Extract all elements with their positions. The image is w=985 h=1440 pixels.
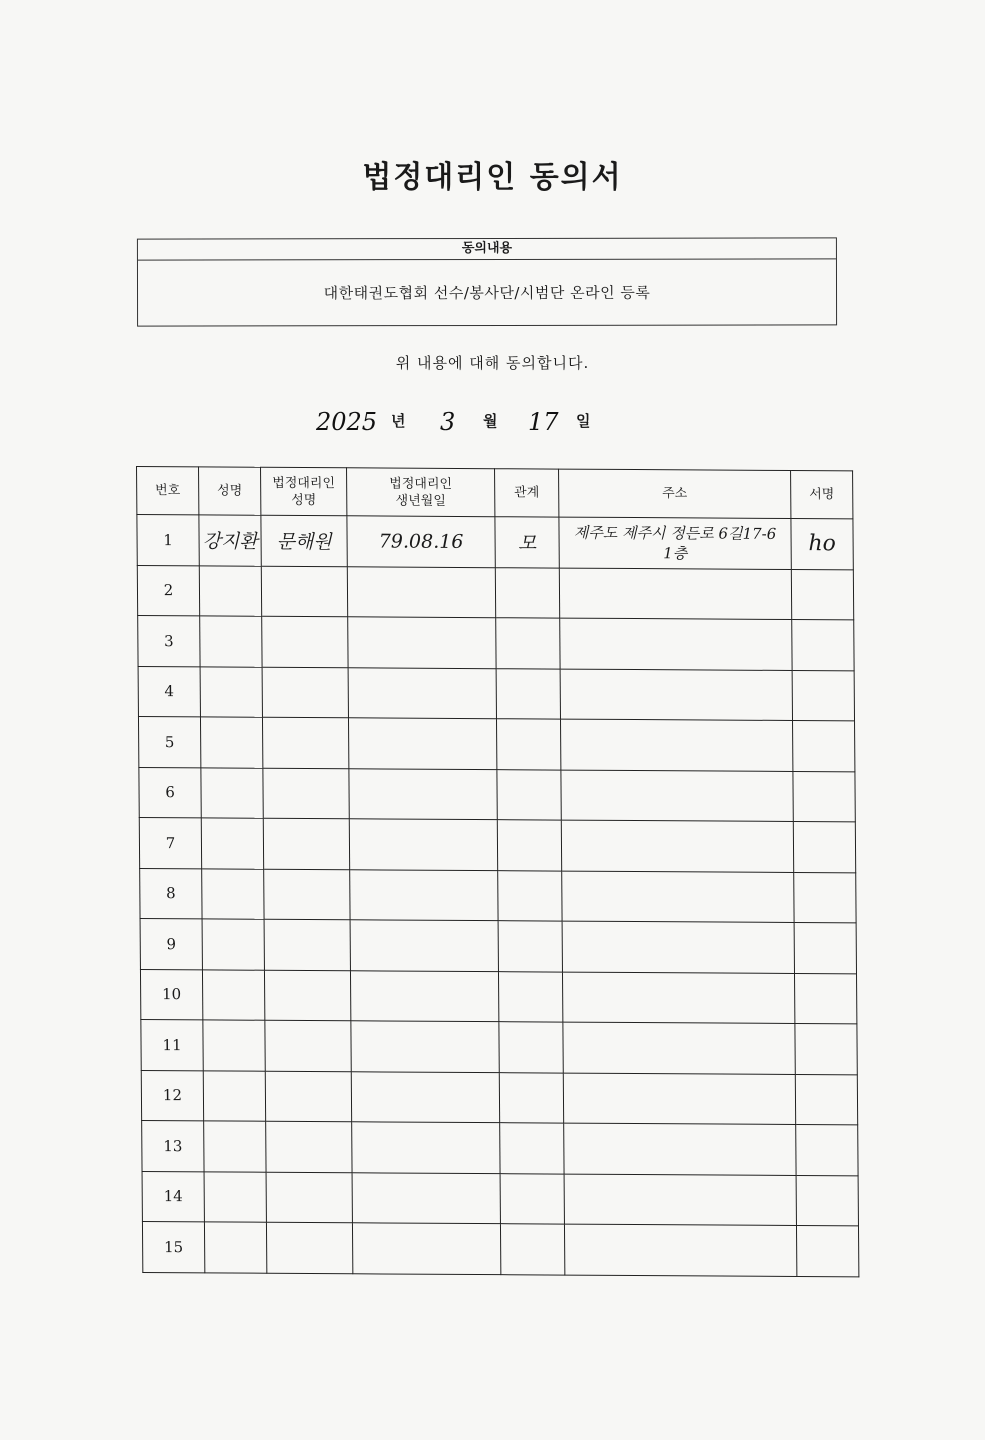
row-address[interactable] bbox=[561, 820, 793, 872]
row-guardian-birth[interactable] bbox=[352, 1122, 500, 1173]
row-signature[interactable] bbox=[796, 1175, 858, 1226]
table-row bbox=[137, 515, 853, 570]
row-address-line2 bbox=[563, 997, 794, 998]
row-address[interactable] bbox=[564, 1174, 796, 1226]
row-relation[interactable] bbox=[497, 820, 561, 871]
row-signature[interactable] bbox=[796, 1225, 858, 1276]
row-name[interactable] bbox=[202, 868, 264, 919]
guardian-table bbox=[136, 466, 859, 1277]
row-signature[interactable] bbox=[793, 771, 855, 822]
row-name[interactable] bbox=[203, 1020, 265, 1071]
row-guardian-name[interactable] bbox=[263, 818, 349, 869]
row-address-line1 bbox=[565, 1249, 796, 1250]
date-day-label: 일 bbox=[576, 412, 591, 430]
row-guardian-name[interactable] bbox=[264, 970, 350, 1021]
row-address[interactable] bbox=[560, 618, 792, 670]
row-signature[interactable] bbox=[793, 821, 855, 872]
row-guardian-name[interactable] bbox=[262, 616, 348, 667]
row-address-line2 bbox=[561, 694, 792, 695]
row-number: 14 bbox=[142, 1171, 204, 1222]
row-address[interactable] bbox=[564, 1224, 796, 1276]
row-address-line1: 제주도 제주시 정든로 6길17-6 bbox=[573, 523, 777, 543]
row-address-line2 bbox=[562, 795, 793, 796]
row-guardian-birth[interactable] bbox=[348, 718, 496, 769]
row-name[interactable] bbox=[204, 1121, 266, 1172]
row-address[interactable] bbox=[564, 1123, 796, 1175]
row-relation[interactable] bbox=[496, 668, 560, 719]
header-relation: 관계 bbox=[495, 469, 559, 517]
header-guardian-name bbox=[261, 467, 347, 516]
row-address[interactable] bbox=[560, 719, 792, 771]
date-year[interactable]: 2025 bbox=[316, 408, 378, 436]
header-guardian-name-line1: 법정대리인 bbox=[272, 475, 336, 491]
row-relation[interactable] bbox=[496, 719, 560, 770]
row-guardian-birth[interactable] bbox=[350, 920, 498, 971]
table-row bbox=[141, 1070, 857, 1125]
row-address-line1 bbox=[560, 593, 791, 594]
row-guardian-birth[interactable] bbox=[352, 1223, 500, 1274]
row-address-line2 bbox=[564, 1148, 795, 1149]
row-address-line2 bbox=[564, 1047, 795, 1048]
row-address-line2 bbox=[564, 1098, 795, 1099]
row-address-line1 bbox=[564, 1047, 795, 1048]
row-signature[interactable] bbox=[795, 1074, 857, 1125]
row-address[interactable] bbox=[562, 972, 794, 1024]
row-guardian-name[interactable] bbox=[262, 667, 348, 718]
header-guardian-birth-line2: 생년월일 bbox=[395, 493, 446, 509]
row-guardian-name[interactable] bbox=[264, 869, 350, 920]
row-number: 12 bbox=[141, 1070, 203, 1121]
header-guardian-birth bbox=[347, 468, 495, 517]
row-relation[interactable] bbox=[498, 921, 562, 972]
table-row bbox=[142, 1120, 858, 1175]
row-relation[interactable] bbox=[499, 1022, 563, 1073]
header-address: 주소 bbox=[559, 469, 791, 518]
row-relation[interactable] bbox=[500, 1173, 564, 1224]
row-guardian-birth[interactable]: 79.08.16 bbox=[347, 516, 495, 567]
row-address-line2 bbox=[560, 593, 791, 594]
table-row bbox=[140, 918, 856, 973]
table-row bbox=[138, 666, 854, 721]
row-guardian-birth[interactable] bbox=[352, 1172, 500, 1223]
header-name: 성명 bbox=[199, 467, 261, 515]
row-address-line2 bbox=[563, 946, 794, 947]
row-address[interactable] bbox=[563, 1073, 795, 1125]
row-name[interactable]: 강지환 bbox=[199, 515, 261, 566]
row-address-line2 bbox=[560, 643, 791, 644]
row-name[interactable] bbox=[204, 1171, 266, 1222]
page-title: 법정대리인 동의서 bbox=[362, 160, 623, 195]
row-number: 1 bbox=[137, 515, 199, 566]
row-relation[interactable] bbox=[498, 971, 562, 1022]
row-guardian-birth[interactable] bbox=[351, 1071, 499, 1122]
row-guardian-name[interactable] bbox=[263, 768, 349, 819]
table-row bbox=[138, 616, 854, 671]
table-row bbox=[142, 1221, 858, 1276]
row-number: 15 bbox=[142, 1221, 204, 1272]
row-address-line1 bbox=[560, 643, 791, 644]
row-name[interactable] bbox=[200, 616, 262, 667]
row-relation[interactable] bbox=[497, 769, 561, 820]
row-address-line1 bbox=[562, 845, 793, 846]
row-address[interactable] bbox=[563, 1022, 795, 1074]
row-number: 10 bbox=[140, 969, 202, 1020]
table-row bbox=[140, 868, 856, 923]
row-address[interactable] bbox=[562, 871, 794, 923]
row-address-line2 bbox=[565, 1199, 796, 1200]
row-name[interactable] bbox=[202, 969, 264, 1020]
row-name[interactable] bbox=[201, 818, 263, 869]
row-address-line1 bbox=[563, 946, 794, 947]
row-signature[interactable] bbox=[792, 670, 854, 721]
row-guardian-birth[interactable] bbox=[349, 819, 497, 870]
row-address[interactable] bbox=[560, 669, 792, 721]
row-guardian-name[interactable] bbox=[262, 717, 348, 768]
row-name[interactable] bbox=[203, 1070, 265, 1121]
row-number: 9 bbox=[140, 918, 202, 969]
date-month[interactable]: 3 bbox=[440, 408, 456, 436]
row-guardian-name[interactable] bbox=[264, 919, 350, 970]
table-row bbox=[140, 969, 856, 1024]
row-signature[interactable] bbox=[792, 619, 854, 670]
row-address-line2 bbox=[565, 1249, 796, 1250]
row-guardian-birth[interactable] bbox=[348, 667, 496, 718]
row-relation[interactable] bbox=[496, 618, 560, 669]
row-number: 8 bbox=[140, 868, 202, 919]
row-number: 4 bbox=[138, 666, 200, 717]
row-guardian-name[interactable]: 문해원 bbox=[261, 515, 347, 566]
row-signature[interactable] bbox=[796, 1124, 858, 1175]
agreement-statement: 위 내용에 대해 동의합니다. bbox=[395, 354, 590, 372]
row-signature[interactable] bbox=[791, 569, 853, 620]
row-name[interactable] bbox=[199, 565, 261, 616]
table-row bbox=[141, 1019, 857, 1074]
row-signature[interactable] bbox=[794, 973, 856, 1024]
row-signature[interactable] bbox=[795, 1023, 857, 1074]
guardian-table-wrapper bbox=[136, 466, 870, 1280]
row-address[interactable] bbox=[561, 770, 793, 822]
table-row bbox=[142, 1171, 858, 1226]
header-signature: 서명 bbox=[791, 470, 853, 518]
row-address[interactable] bbox=[559, 517, 791, 569]
row-number: 2 bbox=[137, 565, 199, 616]
row-number: 7 bbox=[139, 817, 201, 868]
row-relation[interactable] bbox=[500, 1224, 564, 1275]
row-guardian-birth[interactable] bbox=[347, 566, 495, 617]
row-address-line1 bbox=[564, 1148, 795, 1149]
table-row bbox=[139, 817, 855, 872]
row-address-line1 bbox=[563, 997, 794, 998]
row-address-line1 bbox=[562, 896, 793, 897]
row-guardian-birth[interactable] bbox=[350, 970, 498, 1021]
row-address-line1 bbox=[565, 1199, 796, 1200]
row-name[interactable] bbox=[204, 1222, 266, 1273]
row-address-line1 bbox=[561, 694, 792, 695]
date-month-label: 월 bbox=[483, 412, 498, 430]
row-guardian-birth[interactable] bbox=[350, 869, 498, 920]
consent-content: 대한태권도협회 선수/봉사단/시범단 온라인 등록 bbox=[323, 283, 651, 303]
table-row bbox=[137, 565, 853, 620]
consent-content-box bbox=[137, 237, 837, 326]
row-name[interactable] bbox=[201, 767, 263, 818]
row-guardian-birth[interactable] bbox=[349, 768, 497, 819]
header-guardian-name-line2: 성명 bbox=[291, 492, 317, 508]
row-name[interactable] bbox=[200, 666, 262, 717]
row-number: 5 bbox=[138, 716, 200, 767]
row-signature[interactable]: ho bbox=[791, 518, 853, 569]
row-relation[interactable] bbox=[499, 1072, 563, 1123]
row-guardian-name[interactable] bbox=[266, 1172, 352, 1223]
row-address-line1 bbox=[564, 1098, 795, 1099]
row-guardian-birth[interactable] bbox=[351, 1021, 499, 1072]
row-relation[interactable] bbox=[495, 567, 559, 618]
row-guardian-name[interactable] bbox=[265, 1020, 351, 1071]
row-address-line2 bbox=[562, 845, 793, 846]
table-header-row bbox=[137, 467, 853, 519]
row-address-line2 bbox=[562, 896, 793, 897]
row-number: 6 bbox=[139, 767, 201, 818]
row-address[interactable] bbox=[562, 921, 794, 973]
table-row bbox=[139, 767, 855, 822]
row-name[interactable] bbox=[200, 717, 262, 768]
consent-header: 동의내용 bbox=[138, 238, 836, 260]
date-year-label: 년 bbox=[391, 412, 406, 430]
row-relation[interactable] bbox=[498, 870, 562, 921]
row-number: 13 bbox=[142, 1120, 204, 1171]
row-guardian-name[interactable] bbox=[261, 566, 347, 617]
row-number: 11 bbox=[141, 1019, 203, 1070]
row-address-line2 bbox=[561, 744, 792, 745]
row-guardian-name[interactable] bbox=[265, 1071, 351, 1122]
row-address-line1 bbox=[562, 795, 793, 796]
row-signature[interactable] bbox=[794, 922, 856, 973]
header-guardian-birth-line1: 법정대리인 bbox=[389, 476, 453, 492]
row-relation[interactable]: 모 bbox=[495, 517, 559, 568]
row-guardian-birth[interactable] bbox=[348, 617, 496, 668]
row-address-line2: 1층 bbox=[663, 543, 688, 563]
header-number: 번호 bbox=[137, 467, 199, 515]
table-row bbox=[138, 716, 854, 771]
row-guardian-name[interactable] bbox=[266, 1222, 352, 1273]
row-address-line1 bbox=[561, 744, 792, 745]
row-name[interactable] bbox=[202, 919, 264, 970]
row-signature[interactable] bbox=[793, 720, 855, 771]
row-guardian-name[interactable] bbox=[266, 1121, 352, 1172]
row-signature[interactable] bbox=[794, 872, 856, 923]
row-number: 3 bbox=[138, 616, 200, 667]
date-day[interactable]: 17 bbox=[528, 408, 559, 436]
row-address[interactable] bbox=[559, 568, 791, 620]
row-relation[interactable] bbox=[500, 1123, 564, 1174]
